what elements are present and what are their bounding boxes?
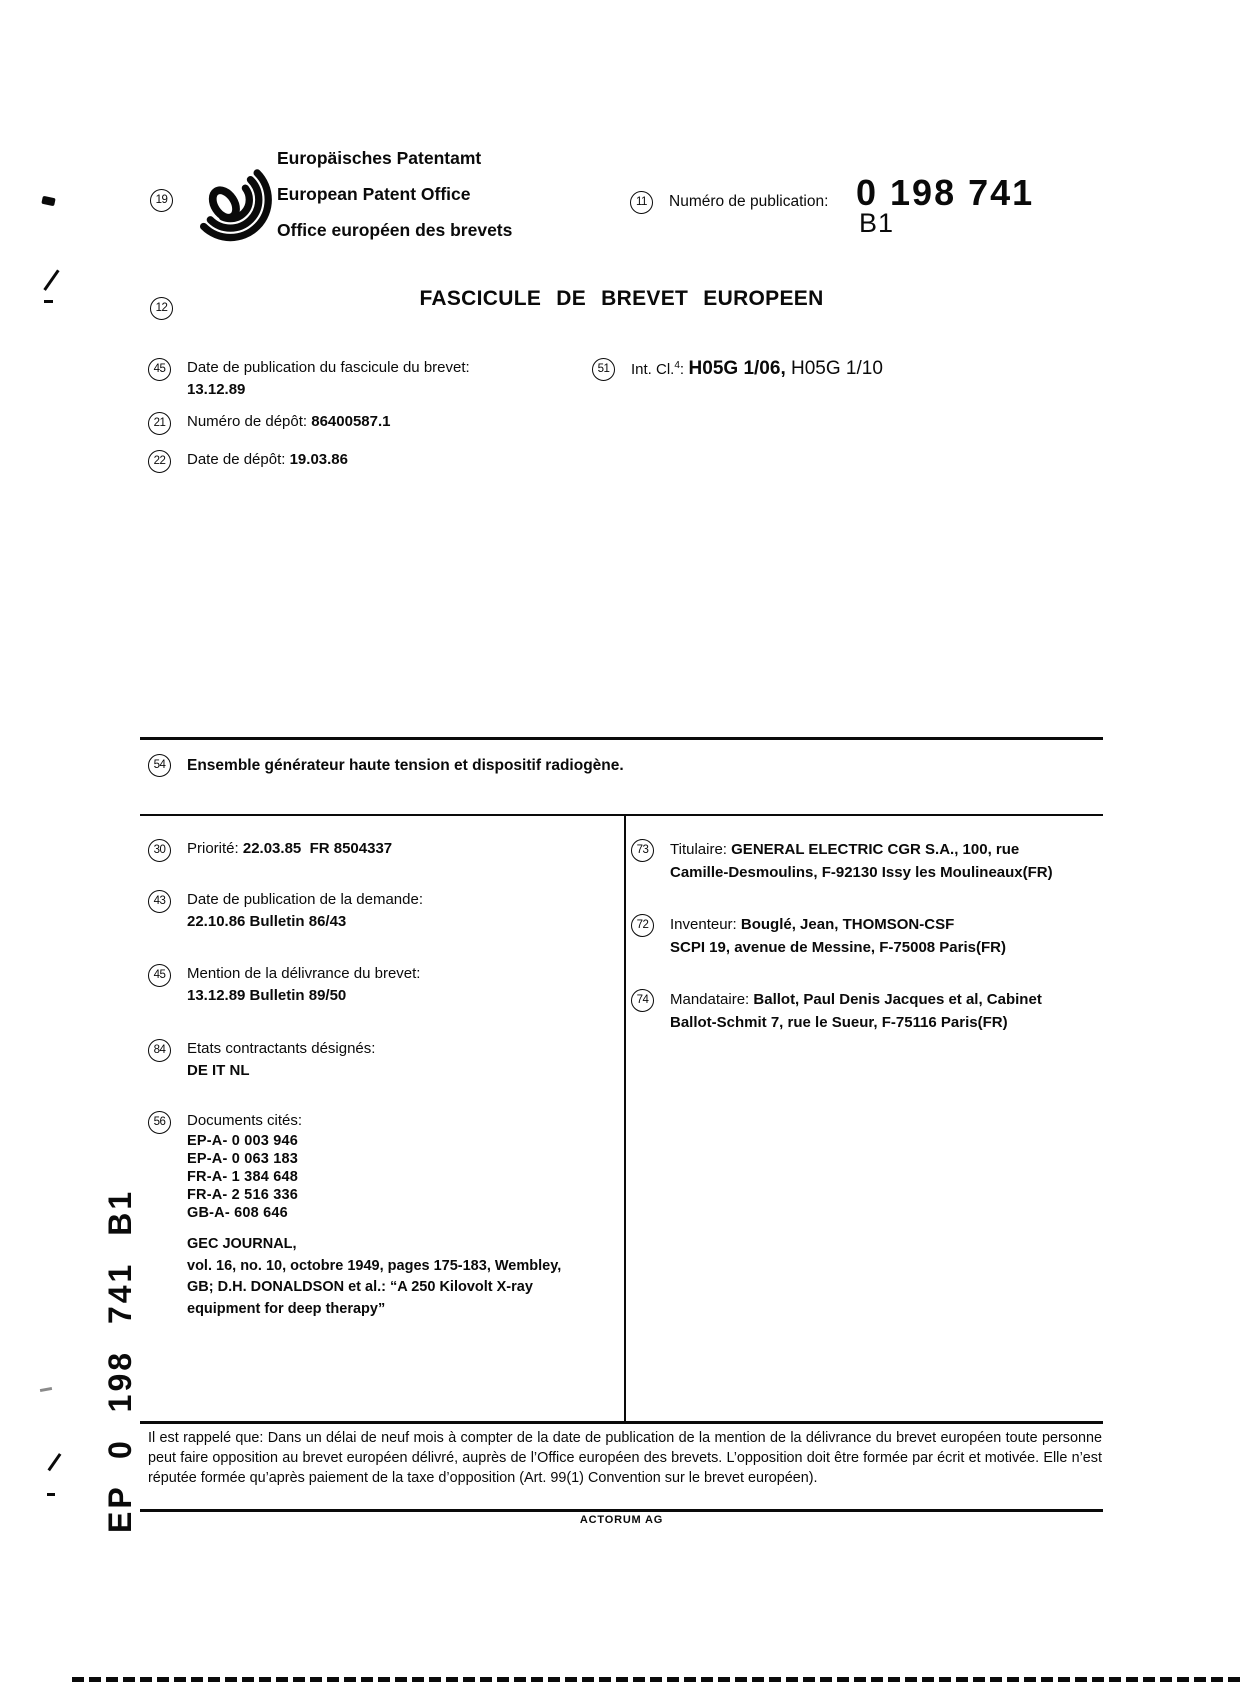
inid-code-45b: 45: [148, 964, 171, 987]
column-divider: [624, 814, 626, 1421]
publication-date-value: 13.12.89: [187, 381, 246, 398]
citation-item: EP-A- 0 063 183: [187, 1151, 299, 1167]
document-type-title: FASCICULE DE BREVET EUROPEEN: [419, 287, 824, 310]
designated-states-label: Etats contractants désignés:: [187, 1040, 376, 1057]
designated-states-value: DE IT NL: [187, 1062, 250, 1079]
field-grant-mention: [148, 963, 578, 1007]
int-class-label: Int. Cl.$^4$:: [631, 360, 685, 378]
citation-list: [187, 1132, 561, 1222]
office-name-de: Europäisches Patentamt: [277, 148, 482, 168]
journal-line: vol. 16, no. 10, octobre 1949, pages 175-183, Wembley,: [187, 1257, 562, 1274]
rule-notice-top: [140, 1421, 1103, 1424]
field-int-class: [592, 357, 883, 381]
inid-code-19: 19: [150, 189, 173, 212]
inid-code-72: 72: [631, 914, 654, 937]
scan-artifact: [44, 300, 53, 303]
inid-code-45: 45: [148, 358, 171, 381]
rule-columns-top: [140, 814, 1103, 816]
inid-code-56: 56: [148, 1111, 171, 1134]
scan-artifact: [47, 1493, 55, 1496]
application-published-value: 22.10.86 Bulletin 86/43: [187, 913, 347, 930]
field-application-published: [148, 889, 578, 933]
inid-code-30: 30: [148, 839, 171, 862]
inid-code-12: 12: [150, 297, 173, 320]
field-representative: [631, 988, 1091, 1034]
journal-line: equipment for deep therapy”: [187, 1300, 386, 1317]
application-published-label: Date de publication de la demande:: [187, 891, 424, 908]
representative: Mandataire: Ballot, Paul Denis Jacques et al, Cabinet Ballot-Schmit 7, rue le Sueur, F-75116 Paris(FR): [670, 991, 1042, 1031]
field-invention-title: [148, 753, 1068, 777]
invention-title: Ensemble générateur haute tension et dispositif radiogène.: [187, 757, 624, 774]
field-publication-date: [148, 357, 568, 401]
filing-date: Date de dépôt: 19.03.86: [187, 451, 348, 468]
int-class-value-rest: H05G 1/10: [785, 358, 883, 379]
field-citations: [148, 1110, 578, 1320]
scan-artifact: [47, 1453, 61, 1471]
opposition-notice: Il est rappelé que: Dans un délai de neuf mois à compter de la date de publication de la mention de la délivrance du brevet européen toute personne peut faire opposition au brevet européen délivré, auprès de l’Office européen des brevets. L’opposition doit être formée par écrit et motivée. Elle n’est réputée formée qu’après paiement de la taxe d’opposition (Art. 99(1) Convention sur le brevet européen).: [148, 1430, 1102, 1486]
office-name-en: European Patent Office: [277, 184, 471, 204]
inid-code-73: 73: [631, 839, 654, 862]
inid-code-11: 11: [630, 191, 653, 214]
scan-artifact: [40, 1387, 52, 1392]
field-filing-date: [148, 449, 348, 473]
office-name-fr: Office européen des brevets: [277, 220, 513, 240]
inid-code-54: 54: [148, 754, 171, 777]
inid-code-51: 51: [592, 358, 615, 381]
scan-artifact: [43, 269, 59, 290]
publication-number: 0 198 741: [856, 172, 1035, 213]
filing-number: Numéro de dépôt: 86400587.1: [187, 413, 391, 430]
publication-date-label: Date de publication du fascicule du brevet:: [187, 359, 470, 376]
inid-code-21: 21: [148, 412, 171, 435]
proprietor: Titulaire: GENERAL ELECTRIC CGR S.A., 100, rue Camille-Desmoulins, F-92130 Issy les Moulineaux(FR): [670, 841, 1053, 881]
field-designated-states: [148, 1038, 578, 1082]
grant-mention-value: 13.12.89 Bulletin 89/50: [187, 987, 347, 1004]
publication-number-row: [630, 190, 828, 214]
grant-mention-label: Mention de la délivrance du brevet:: [187, 965, 421, 982]
field-priority: [148, 838, 578, 862]
scan-artifact: [41, 196, 55, 207]
side-patent-id: EP 0 198 741 B1: [102, 1188, 138, 1533]
publication-number-label: Numéro de publication:: [669, 193, 829, 210]
inid-code-74: 74: [631, 989, 654, 1012]
rule-top: [140, 737, 1103, 740]
citations-label: Documents cités:: [187, 1112, 303, 1129]
inid-code-22: 22: [148, 450, 171, 473]
journal-line: GEC JOURNAL,: [187, 1236, 297, 1252]
citation-item: FR-A- 1 384 648: [187, 1169, 298, 1185]
field-proprietor: [631, 838, 1091, 884]
journal-citation: [187, 1234, 561, 1320]
field-inventor: [631, 913, 1091, 959]
publication-kind: B1: [859, 208, 895, 238]
printer-name: ACTORUM AG: [579, 1514, 664, 1526]
epo-logo: [196, 150, 282, 246]
journal-line: GB; D.H. DONALDSON et al.: “A 250 Kilovolt X-ray: [187, 1279, 533, 1295]
rule-notice-bottom: [140, 1509, 1103, 1512]
inid-code-84: 84: [148, 1039, 171, 1062]
office-names: [277, 140, 512, 248]
inid-row-19: [150, 188, 173, 212]
int-class-value-main: H05G 1/06,: [688, 358, 786, 379]
priority: Priorité: 22.03.85 FR 8504337: [187, 840, 393, 857]
citation-item: GB-A- 608 646: [187, 1205, 288, 1221]
inid-row-12: [150, 296, 173, 320]
citation-item: FR-A- 2 516 336: [187, 1187, 298, 1203]
inventor: Inventeur: Bouglé, Jean, THOMSON-CSF SCPI 19, avenue de Messine, F-75008 Paris(FR): [670, 916, 1006, 956]
citation-item: EP-A- 0 003 946: [187, 1133, 299, 1149]
field-filing-number: [148, 411, 391, 435]
inid-code-43: 43: [148, 890, 171, 913]
scan-edge-strip: [72, 1677, 1242, 1682]
